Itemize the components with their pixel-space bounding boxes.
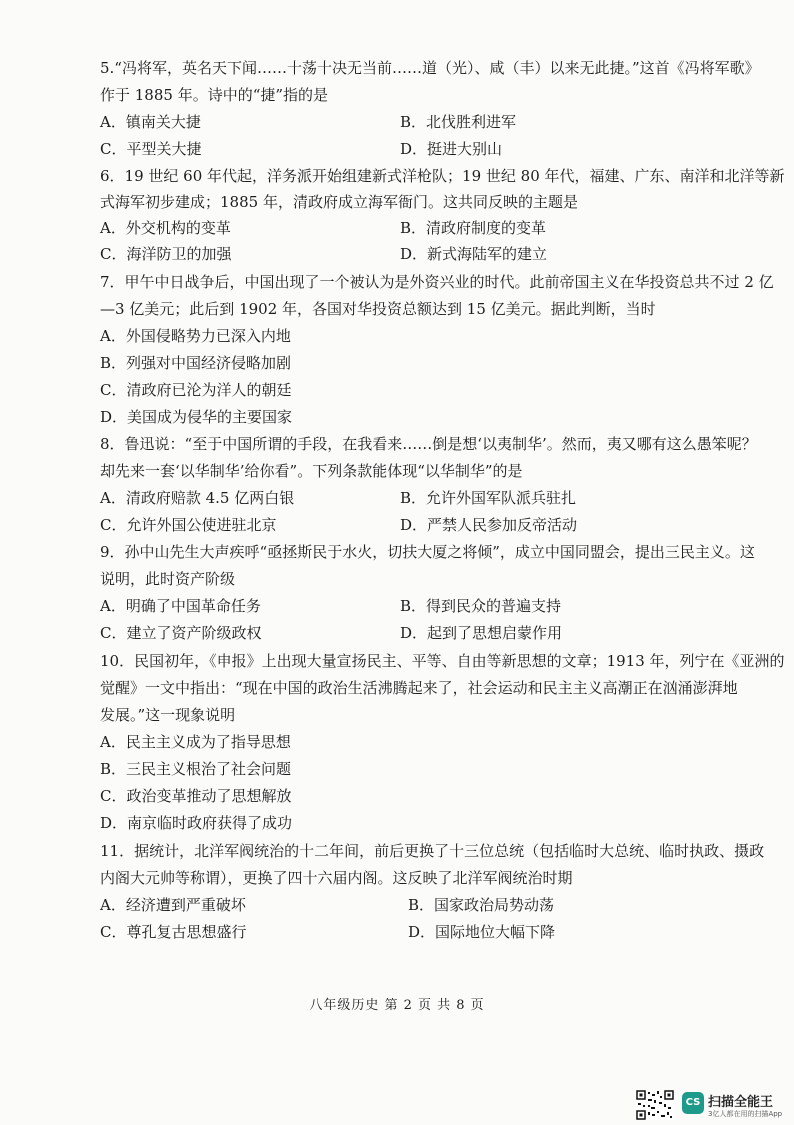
scanner-app-name: 扫描全能王 [708, 1095, 774, 1110]
question-stem-line: 内阁大元帅等称谓），更换了四十六届内阁。这反映了北洋军阀统治时期 [100, 869, 573, 887]
option-c: C．清政府已沦为洋人的朝廷 [100, 381, 292, 399]
scanner-tagline: 3亿人都在用的扫描App [708, 1110, 783, 1118]
option-a: A．外国侵略势力已深入内地 [100, 327, 291, 345]
question-stem-line: 11．据统计，北洋军阀统治的十二年间，前后更换了十三位总统（包括临时大总统、临时执政、摄政 [100, 842, 765, 860]
question-stem-line: 5.“冯将军，英名天下闻……十荡十决无当前……道（光）、咸（丰）以来无此捷。”这首《冯将军歌》 [100, 59, 760, 77]
page-footer: 八年级历史 第 2 页 共 8 页 [309, 998, 485, 1013]
question-stem-line: 6．19 世纪 60 年代起，洋务派开始组建新式洋枪队；19 世纪 80 年代，福建、广东、南洋和北洋等新 [100, 167, 785, 185]
option-b: B．得到民众的普遍支持 [400, 597, 562, 615]
option-c: C．建立了资产阶级政权 [100, 624, 262, 642]
option-b: B．列强对中国经济侵略加剧 [100, 354, 292, 372]
option-b: B．清政府制度的变革 [400, 219, 547, 237]
question-stem-line: 作于 1885 年。诗中的“捷”指的是 [100, 86, 329, 104]
option-d: D．新式海陆军的建立 [400, 245, 548, 263]
question-stem-line: 却先来一套‘以华制华’给你看”。下列条款能体现“以华制华”的是 [100, 462, 523, 480]
option-d: D．严禁人民参加反帝活动 [400, 516, 578, 534]
option-c: C．海洋防卫的加强 [100, 245, 232, 263]
option-b: B．三民主义根治了社会问题 [100, 760, 292, 778]
option-a: A．外交机构的变革 [100, 219, 231, 237]
question-stem-line: 7．甲午中日战争后，中国出现了一个被认为是外资兴业的时代。此前帝国主义在华投资总共不过 2 亿 [100, 273, 774, 291]
option-b: B．允许外国军队派兵驻扎 [400, 489, 577, 507]
option-a: A．民主主义成为了指导思想 [100, 733, 291, 751]
option-c: C．尊孔复古思想盛行 [100, 923, 247, 941]
option-a: A．清政府赔款 4.5 亿两白银 [100, 489, 295, 507]
option-a: A．经济遭到严重破坏 [100, 896, 246, 914]
question-stem-line: 觉醒》一文中指出：“现在中国的政治生活沸腾起来了，社会运动和民主主义高潮正在汹涌澎湃地 [100, 679, 738, 697]
scanner-watermark [636, 1090, 786, 1120]
qr-code-icon [636, 1090, 674, 1120]
option-d: D．挺进大别山 [400, 140, 503, 158]
camscanner-logo: CS [682, 1092, 704, 1114]
option-b: B．国家政治局势动荡 [408, 896, 555, 914]
option-c: C．政治变革推动了思想解放 [100, 787, 292, 805]
question-stem-line: 8．鲁迅说：“至于中国所谓的手段，在我看来……倒是想‘以夷制华’。然而，夷又哪有这么愚笨呢？ [100, 435, 757, 453]
option-d: D．南京临时政府获得了成功 [100, 814, 293, 832]
question-stem-line: 9．孙中山先生大声疾呼“亟拯斯民于水火，切扶大厦之将倾”，成立中国同盟会，提出三民主义。这 [100, 543, 755, 561]
question-stem-line: —3 亿美元；此后到 1902 年，各国对华投资总额达到 15 亿美元。据此判断，当时 [100, 300, 656, 318]
option-b: B．北伐胜利进军 [400, 113, 517, 131]
option-c: C．允许外国公使进驻北京 [100, 516, 277, 534]
option-a: A．明确了中国革命任务 [100, 597, 261, 615]
option-d: D．国际地位大幅下降 [408, 923, 556, 941]
question-stem-line: 发展。”这一现象说明 [100, 706, 236, 724]
option-d: D．起到了思想启蒙作用 [400, 624, 563, 642]
question-stem-line: 式海军初步建成；1885 年，清政府成立海军衙门。这共同反映的主题是 [100, 193, 578, 211]
option-c: C．平型关大捷 [100, 140, 202, 158]
question-stem-line: 说明，此时资产阶级 [100, 570, 236, 588]
option-a: A．镇南关大捷 [100, 113, 201, 131]
option-d: D．美国成为侵华的主要国家 [100, 408, 293, 426]
question-stem-line: 10．民国初年，《申报》上出现大量宣扬民主、平等、自由等新思想的文章；1913 年，列宁在《亚洲的 [100, 652, 785, 670]
